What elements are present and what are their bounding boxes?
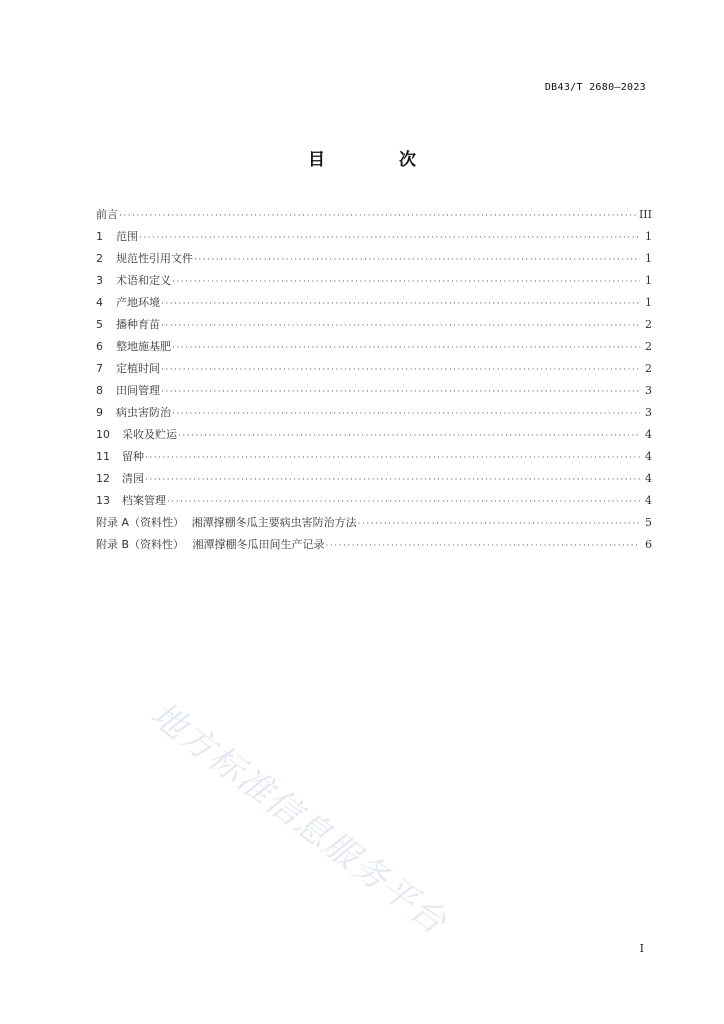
toc-leader-dots [145,469,640,491]
toc-leader-dots [172,337,640,359]
toc-item-page: 5 [645,516,652,529]
toc-item-number: 7 [96,362,103,375]
toc-item-foreword[interactable] [96,204,652,226]
toc-item-page: 1 [645,252,652,265]
toc-item-page: 3 [645,406,652,419]
toc-item-9[interactable] [96,402,652,424]
toc-item-page: 1 [645,296,652,309]
toc-item-page: 3 [645,384,652,397]
toc-item-label: 档案管理 [122,494,166,507]
toc-item-1[interactable] [96,226,652,248]
toc-item-label: 前言 [96,208,118,221]
toc-leader-dots [194,249,640,271]
toc-item-appendix-a[interactable] [96,512,652,534]
toc-item-10[interactable] [96,424,652,446]
toc-leader-dots [161,315,640,337]
toc-item-appendix-b[interactable] [96,534,652,556]
toc-item-label: 产地环境 [116,296,160,309]
toc-item-page: 4 [645,472,652,485]
toc-item-13[interactable] [96,490,652,512]
toc-item-number: 3 [96,274,103,287]
toc-item-number: 1 [96,230,103,243]
toc-leader-dots [161,359,640,381]
table-of-contents [96,204,652,556]
toc-appendix-title: 湘潭撑棚冬瓜田间生产记录 [192,538,325,551]
watermark: 地方标准信息服务平台 [143,694,455,943]
document-code: DB43/T 2680—2023 [544,82,646,93]
toc-leader-dots [172,271,640,293]
toc-leader-dots [326,535,640,557]
toc-item-number: 10 [96,428,110,441]
toc-leader-dots [161,381,640,403]
toc-item-8[interactable] [96,380,652,402]
toc-title: 目 次 [308,150,450,170]
toc-item-number: 2 [96,252,103,265]
toc-leader-dots [161,293,640,315]
toc-leader-dots [119,205,637,227]
toc-item-page: 6 [645,538,652,551]
toc-item-page: 2 [645,340,652,353]
toc-item-11[interactable] [96,446,652,468]
toc-item-label: 病虫害防治 [116,406,171,419]
toc-item-number: 11 [96,450,110,463]
toc-item-12[interactable] [96,468,652,490]
toc-item-5[interactable] [96,314,652,336]
toc-item-page: 2 [645,362,652,375]
toc-item-page: 4 [645,428,652,441]
toc-leader-dots [358,513,640,535]
toc-item-number: 13 [96,494,110,507]
toc-item-6[interactable] [96,336,652,358]
toc-item-label: 定植时间 [116,362,160,375]
toc-item-page: 1 [645,230,652,243]
toc-item-number: 5 [96,318,103,331]
toc-appendix-label: 附录 B（资料性） [96,538,185,551]
toc-item-4[interactable] [96,292,652,314]
toc-item-label: 播种育苗 [116,318,160,331]
toc-item-label: 范围 [116,230,138,243]
toc-item-page: 4 [645,494,652,507]
toc-item-number: 9 [96,406,103,419]
toc-item-page: 1 [645,274,652,287]
toc-item-label: 留种 [122,450,144,463]
toc-item-page: 4 [645,450,652,463]
toc-item-page: 2 [645,318,652,331]
toc-item-label: 整地施基肥 [116,340,171,353]
toc-item-number: 6 [96,340,103,353]
toc-item-number: 12 [96,472,110,485]
toc-leader-dots [167,491,640,513]
toc-leader-dots [139,227,640,249]
toc-leader-dots [145,447,640,469]
toc-item-2[interactable] [96,248,652,270]
toc-item-7[interactable] [96,358,652,380]
toc-appendix-label: 附录 A（资料性） [96,516,185,529]
toc-item-3[interactable] [96,270,652,292]
toc-item-page: III [638,208,652,221]
toc-appendix-title: 湘潭撑棚冬瓜主要病虫害防治方法 [191,516,357,529]
toc-item-label: 术语和定义 [116,274,171,287]
toc-item-label: 采收及贮运 [122,428,177,441]
toc-item-label: 田间管理 [116,384,160,397]
toc-item-label: 规范性引用文件 [116,252,193,265]
page-number: I [639,942,644,955]
toc-item-number: 8 [96,384,103,397]
toc-item-number: 4 [96,296,103,309]
toc-item-label: 清园 [122,472,144,485]
toc-leader-dots [178,425,640,447]
toc-leader-dots [172,403,640,425]
